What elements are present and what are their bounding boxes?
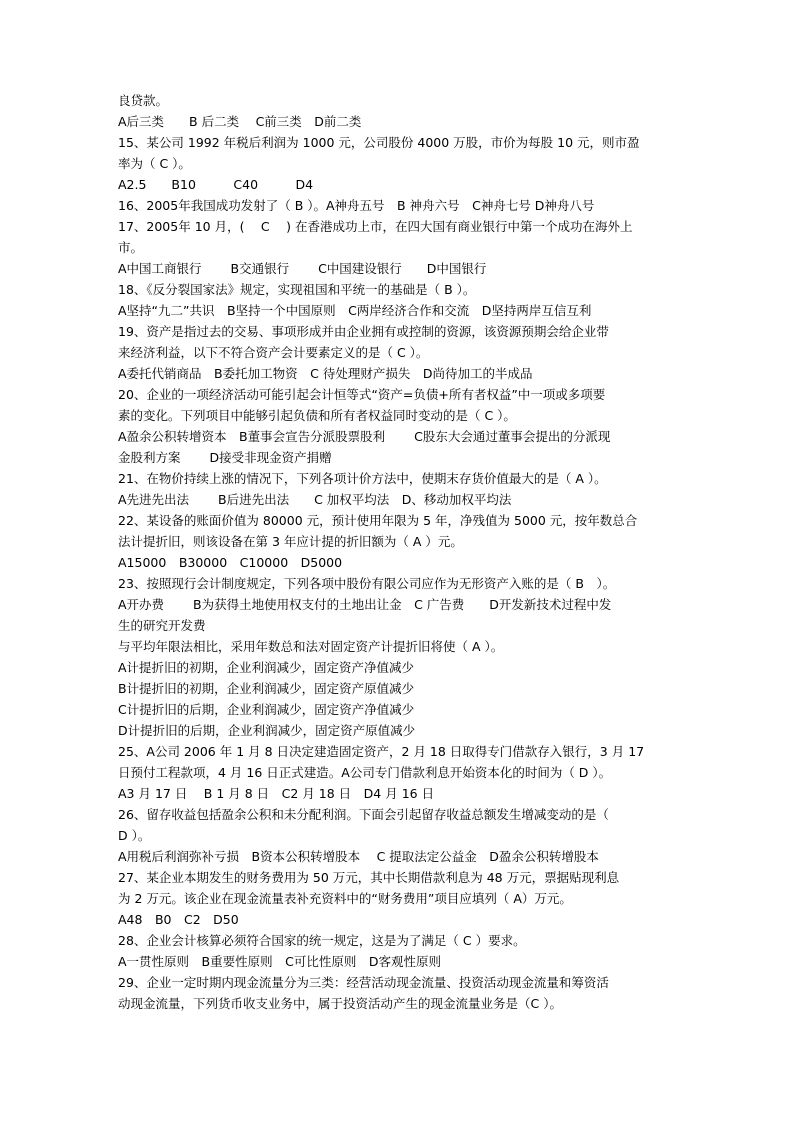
answer-options-line: A2.5 B10 C40 D4 xyxy=(118,177,314,192)
text-line: 良贷款。 xyxy=(118,93,169,108)
question-27-line: 27、某企业本期发生的财务费用为 50 万元，其中长期借款利息为 48 万元，票据贴现利息 xyxy=(118,870,620,885)
answer-options-line: A一贯性原则 B重要性原则 C可比性原则 D客观性原则 xyxy=(118,954,441,969)
text-line: 市。 xyxy=(118,240,144,255)
answer-options-line: A委托代销商品 B委托加工物资 C 待处理财产损失 D尚待加工的半成品 xyxy=(118,366,533,381)
question-25-line: 25、A公司 2006 年 1 月 8 日决定建造固定资产，2 月 18 日取得专门借款存入银行，3 月 17 xyxy=(118,744,645,759)
answer-options-line: A用税后利润弥补亏损 B资本公积转增股本 C 提取法定公益金 D盈余公积转增股本 xyxy=(118,849,599,864)
answer-options-line: 金股利方案 D接受非现金资产捐赠 xyxy=(118,450,332,465)
answer-option-line: A计提折旧的初期，企业利润减少，固定资产净值减少 xyxy=(118,660,415,675)
text-line: 为 2 万元。该企业在现金流量表补充资料中的“财务费用”项目应填列（ A）万元。 xyxy=(118,891,572,906)
answer-options-line: A先进先出法 B后进先出法 C 加权平均法 D、移动加权平均法 xyxy=(118,492,512,507)
question-22-line: 22、某设备的账面价值为 80000 元，预计使用年限为 5 年，净残值为 5000 元，按年数总合 xyxy=(118,513,638,528)
question-20-line: 20、企业的一项经济活动可能引起会计恒等式“资产=负债+所有者权益”中一项或多项要 xyxy=(118,387,606,402)
question-23-line: 23、按照现行会计制度规定，下列各项中股份有限公司应作为无形资产入账的是（ B ）。 xyxy=(118,576,616,591)
answer-options-line: A开办费 B为获得土地使用权支付的土地出让金 C 广告费 D开发新技术过程中发 xyxy=(118,597,612,612)
question-15-line: 15、某公司 1992 年税后利润为 1000 元，公司股份 4000 万股，市价为每股 10 元，则市盈 xyxy=(118,135,640,150)
answer-options-line: A后三类 B 后二类 C前三类 D前二类 xyxy=(118,114,362,129)
answer-options-line: A15000 B30000 C10000 D5000 xyxy=(118,555,343,570)
text-line: 率为（ C ）。 xyxy=(118,156,191,171)
question-28-line: 28、企业会计核算必须符合国家的统一规定，这是为了满足（ C ）要求。 xyxy=(118,933,526,948)
text-line: 日预付工程款项，4 月 16 日正式建造。A公司专门借款利息开始资本化的时间为（ D ）。 xyxy=(118,765,612,780)
answer-options-line: A3 月 17 日 B 1 月 8 日 C2 月 18 日 D4 月 16 日 xyxy=(118,786,435,801)
answer-options-line: A盈余公积转增资本 B董事会宣告分派股票股利 C股东大会通过董事会提出的分派现 xyxy=(118,429,611,444)
question-19-line: 19、资产是指过去的交易、事项形成并由企业拥有或控制的资源，该资源预期会给企业带 xyxy=(118,324,609,339)
question-18-line: 18、《反分裂国家法》规定，实现祖国和平统一的基础是（ B ）。 xyxy=(118,282,476,297)
text-line: 素的变化。下列项目中能够引起负债和所有者权益同时变动的是（ C ）。 xyxy=(118,408,516,423)
answer-options-line: A48 B0 C2 D50 xyxy=(118,912,239,927)
answer-option-line: C计提折旧的后期，企业利润减少，固定资产净值减少 xyxy=(118,702,415,717)
answer-option-line: B计提折旧的初期，企业利润减少，固定资产原值减少 xyxy=(118,681,415,696)
question-16-line: 16、2005年我国成功发射了（ B ）。A神舟五号 B 神舟六号 C神舟七号 D神舟八号 xyxy=(118,198,595,213)
text-line: 法计提折旧，则该设备在第 3 年应计提的折旧额为（ A ）元。 xyxy=(118,534,463,549)
answer-options-line: 生的研究开发费 xyxy=(118,618,206,633)
question-26-line: 26、留存收益包括盈余公积和未分配利润。下面会引起留存收益总额发生增减变动的是（ xyxy=(118,807,609,822)
question-17-line: 17、2005年 10 月，( C ) 在香港成功上市，在四大国有商业银行中第一个成功在海外上 xyxy=(118,219,633,234)
text-line: D ）。 xyxy=(118,828,151,843)
answer-options-line: A坚持“九二”共识 B坚持一个中国原则 C两岸经济合作和交流 D坚持两岸互信互利 xyxy=(118,303,592,318)
question-24-line: 与平均年限法相比，采用年数总和法对固定资产计提折旧将使（ A ）。 xyxy=(118,639,504,654)
document-page xyxy=(118,90,678,1014)
answer-option-line: D计提折旧的后期，企业利润减少，固定资产原值减少 xyxy=(118,723,416,738)
text-line: 动现金流量，下列货币收支业务中，属于投资活动产生的现金流量业务是（C ）。 xyxy=(118,996,562,1011)
question-21-line: 21、在物价持续上涨的情况下，下列各项计价方法中，使期末存货价值最大的是（ A ）。 xyxy=(118,471,607,486)
answer-options-line: A中国工商银行 B交通银行 C中国建设银行 D中国银行 xyxy=(118,261,487,276)
text-line: 来经济利益，以下不符合资产会计要素定义的是（ C ）。 xyxy=(118,345,429,360)
question-29-line: 29、企业一定时期内现金流量分为三类：经营活动现金流量、投资活动现金流量和筹资活 xyxy=(118,975,609,990)
